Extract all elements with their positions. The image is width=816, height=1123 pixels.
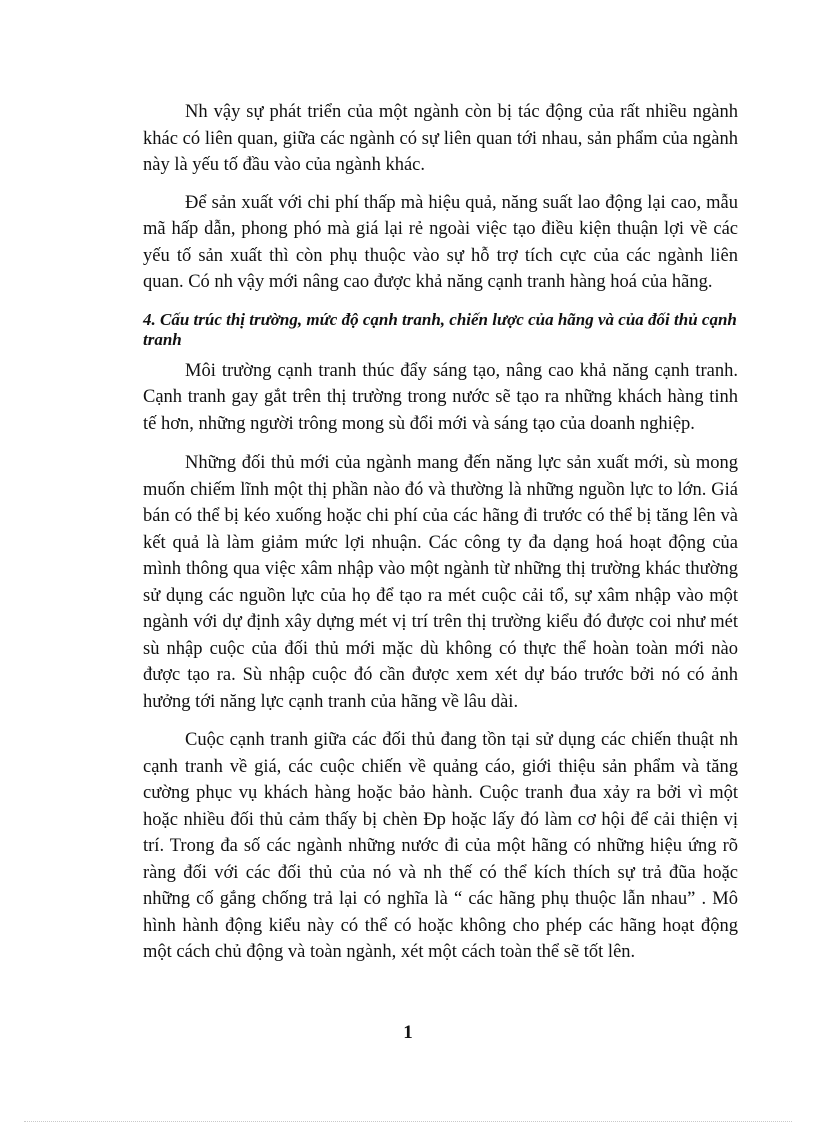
page-bottom-divider	[24, 1121, 792, 1122]
paragraph-related-industries: Nh vậy sự phát triển của một ngành còn bị tác động của rất nhiều ngành khác có liên quan, giữa các ngành có sự liên quan tới nhau, sản phẩm của ngành này là yếu tố đầu vào của ngành khác.	[143, 102, 738, 175]
page-body	[143, 99, 738, 966]
paragraph-new-competitors: Những đối thủ mới của ngành mang đến năng lực sản xuất mới, sù mong muốn chiếm lĩnh một thị phần nào đó và thường là những nguồn lực to lớn. Giá bán có thể bị kéo xuống hoặc chi phí của các hãng đi trước có thể bị tăng lên và kết quả là làm giảm mức lợi nhuận. Các công ty đa dạng hoá hoạt động của mình thông qua việc xâm nhập vào một ngành từ những thị trường khác thường sử dụng các nguồn lực của họ để tạo ra mét cuộc cải tổ, sự xâm nhập vào một ngành với dự định xây dựng mét vị trí trên thị trường kiểu đó được coi như mét sù nhập cuộc của đối thủ mới mặc dù không có thực thể hoàn toàn mới nào được tạo ra. Sù nhập cuộc đó cần được xem xét dự báo trước bởi nó có ảnh hưởng tới năng lực cạnh tranh của hãng về lâu dài.	[143, 453, 738, 712]
paragraph-existing-rivalry: Cuộc cạnh tranh giữa các đối thủ đang tồn tại sử dụng các chiến thuật nh cạnh tranh về giá, các cuộc chiến về quảng cáo, giới thiệu sản phẩm và tăng cường phục vụ khách hàng hoặc bảo hành. Cuộc tranh đua xảy ra bởi vì một hoặc nhiều đối thủ cảm thấy bị chèn Ðp hoặc lấy đó làm cơ hội để cải thiện vị trí. Trong đa số các ngành những nước đi của một hãng có những hiệu ứng rõ ràng đối với các đối thủ của nó và nh thế có thể kích thích sự trả đũa hoặc những cố gắng chống trả lại có nghĩa là “ các hãng phụ thuộc lẫn nhau” . Mô hình hành động kiểu này có thể có hoặc không cho phép các hãng hoạt động một cách chủ động và toàn ngành, xét một cách toàn thể sẽ tốt lên.	[143, 730, 738, 962]
section-heading: 4. Cấu trúc thị trường, mức độ cạnh tranh, chiến lược của hãng và của đối thủ cạnh tranh	[143, 309, 737, 349]
paragraph-low-cost-production: Để sản xuất với chi phí thấp mà hiệu quả, năng suất lao động lại cao, mẫu mã hấp dẫn, phong phó mà giá lại rẻ ngoài việc tạo điều kiện thuận lợi về các yếu tố sản xuất thì còn phụ thuộc vào sự hỗ trợ tích cực của các ngành liên quan. Có nh vậy mới nâng cao được khả năng cạnh tranh hàng hoá của hãng.	[143, 192, 738, 292]
page-number: 1	[403, 1022, 413, 1043]
paragraph-competitive-environment: Môi trường cạnh tranh thúc đẩy sáng tạo, nâng cao khả năng cạnh tranh. Cạnh tranh gay gắt trên thị trường trong nước sẽ tạo ra những khách hàng tinh tế hơn, những người trông mong sù đổi mới và sáng tạo của doanh nghiệp.	[143, 360, 738, 434]
